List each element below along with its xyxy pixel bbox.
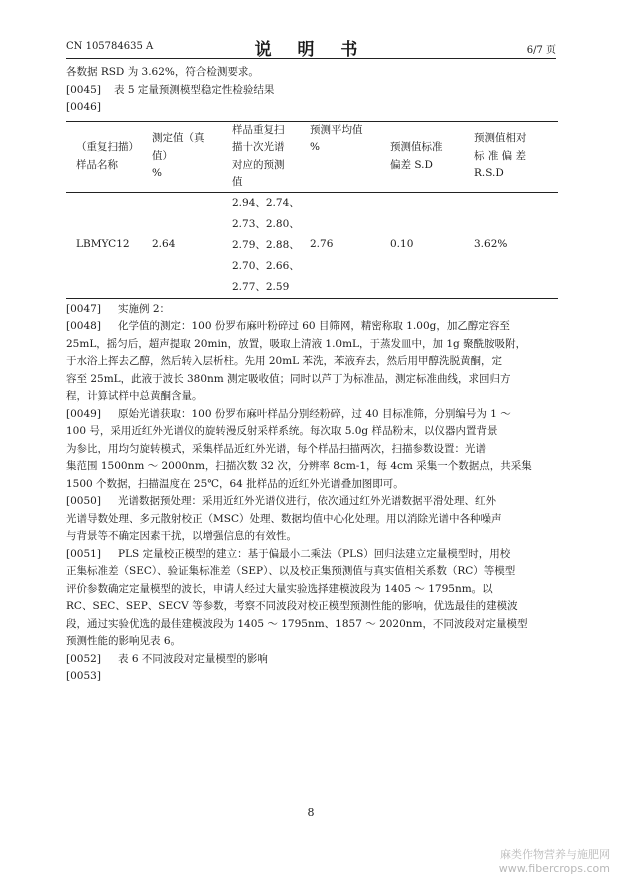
paragraph-0049: [0049] 原始光谱获取：100 份罗布麻叶样品分别经粉碎，过 40 目标准筛，分别编号为 1 ～ 100 号，采用近红外光谱仪的旋转漫反射采样系统。每次取 5.0g 样品粉末，以仪器内置背景 为参比，用均匀旋转模式，采集样品近红外光谱，每个样品扫描两次，扫描参数设置：光谱 集范围 1500nm ～ 2000nm，扫描次数 32 次，分辨率 8cm-1，每 4cm 采集一个数据点，共采集 1500 个数据，扫描温度在 25℃，64 批样品的近红外光谱叠加图即可。 bbox=[66, 407, 532, 490]
patent-number: CN 105784635 A bbox=[66, 41, 154, 52]
cell-mean: 2.76 bbox=[310, 238, 334, 251]
cell-sd: 0.10 bbox=[390, 238, 414, 251]
paragraph-tag: [0051] bbox=[66, 547, 101, 560]
paragraph-0052 bbox=[66, 651, 558, 669]
paragraph-tag: [0053] bbox=[66, 670, 101, 682]
cell-predicted-values: 2.94、2.74、 2.73、2.80、 2.79、2.88、 2.70、2.66、 2.77、2.59 bbox=[232, 196, 300, 293]
paragraph-tag: [0050] bbox=[66, 495, 101, 507]
watermark: 麻类作物营养与施肥网 www.fibercrops.com bbox=[498, 848, 610, 875]
paragraph-tag: [0045] bbox=[66, 83, 101, 96]
paragraph-0046 bbox=[66, 99, 558, 117]
header-predicted-mean: 预测平均值 % bbox=[310, 123, 363, 153]
table-caption: 表 6 不同波段对定量模型的影响 bbox=[118, 652, 268, 665]
document-title: 说 明 书 bbox=[254, 40, 368, 60]
paragraph-tag: [0047] bbox=[66, 302, 101, 315]
paragraph-tag: [0052] bbox=[66, 652, 101, 665]
paragraph-0050: [0050] 光谱数据预处理：采用近红外光谱仪进行，依次通过红外光谱数据平滑处理、红外 光谱导数处理、多元散射校正（MSC）处理、数据均值中心化处理。用以消除光谱中各种噪声 与背景等不确定因素干扰，以增强信息的有效性。 bbox=[66, 495, 502, 542]
header-predicted-values: 样品重复扫 描十次光谱 对应的预测 值 bbox=[232, 123, 285, 188]
paragraph-0047 bbox=[66, 301, 558, 319]
page-indicator: 6/7 页 bbox=[526, 45, 556, 56]
paragraph-0051: [0051] PLS 定量校正模型的建立：基于偏最小二乘法（PLS）回归法建立定量模型时，用校 正集标准差（SEC）、验证集标准差（SEP）、以及校正集预测值与真实值相关系数（RC）等模型 评价参数确定定量模型的波长，申请人经过大量实验选择建模波段为 1405 ～ 1795nm。以 RC、SEC、SEP、SECV 等参数，考察不同波段对校正模型预测性能的影响，优选最佳的建模波 段，通过实验优选的最佳建模波段为 1405 ～ 1795nm、1857 ～ 2020nm，不同波段对定量模型 预测性能的影响见表 6。 bbox=[66, 547, 528, 647]
continued-text: 各数据 RSD 为 3.62%，符合检测要求。 bbox=[66, 66, 259, 78]
header-sample-name: （重复扫描） 样品名称 bbox=[76, 141, 139, 171]
table-header-row bbox=[66, 121, 558, 192]
paragraph-tag: [0048] bbox=[66, 320, 101, 332]
paragraph-0048: [0048] 化学值的测定：100 份罗布麻叶粉碎过 60 目筛网，精密称取 1.00g，加乙醇定容至 25mL，摇匀后，超声提取 20min，放置，吸取上清液 1.0mL，于蒸发皿中，加 1g 聚酰胺吸附， 于水浴上挥去乙醇，然后转入层析柱。先用 20mL 苯洗，苯液弃去，然后用甲醇洗脱黄酮，定 容至 25mL，此液于波长 380nm 测定吸收值；同时以芦丁为标准品，测定标准曲线，求回归方 程，计算试样中总黄酮含量。 bbox=[66, 320, 527, 402]
stability-table bbox=[66, 121, 558, 299]
section-heading: 实施例 2： bbox=[118, 302, 171, 315]
table-row bbox=[66, 192, 558, 298]
header-rsd: 预测值相对 标 准 偏 差 R.S.D bbox=[474, 132, 527, 180]
header-measured-value: 测定值（真 值） % bbox=[152, 132, 205, 180]
paragraph-0053 bbox=[66, 668, 558, 686]
page-header bbox=[66, 35, 556, 60]
paragraph-0045 bbox=[66, 82, 558, 100]
cell-rsd: 3.62% bbox=[474, 238, 508, 251]
header-standard-deviation: 预测值标准 偏差 S.D bbox=[390, 141, 443, 171]
header-divider bbox=[66, 58, 556, 59]
table-caption: 表 5 定量预测模型稳定性检验结果 bbox=[114, 83, 275, 96]
cell-sample: LBMYC12 bbox=[76, 238, 130, 251]
paragraph-tag: [0049] bbox=[66, 407, 101, 420]
page-number: 8 bbox=[307, 806, 315, 819]
document-body bbox=[66, 64, 558, 686]
cell-measured: 2.64 bbox=[152, 238, 176, 251]
paragraph-tag: [0046] bbox=[66, 101, 101, 113]
